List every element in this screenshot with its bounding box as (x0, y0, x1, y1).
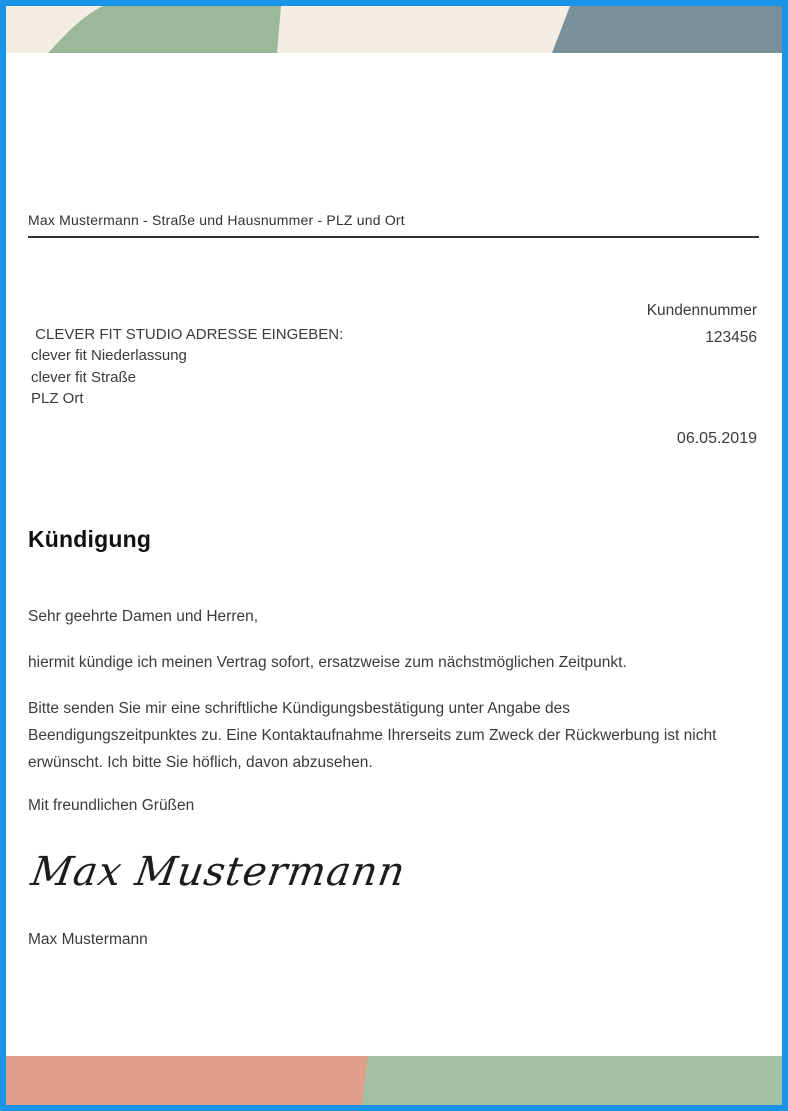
handwritten-signature: Max Mustermann (28, 849, 409, 895)
bottom-pink-shape (6, 1056, 368, 1105)
top-decoration-shapes (6, 6, 782, 53)
bottom-decoration-shapes (6, 1056, 782, 1105)
recipient-line-studio: CLEVER FIT STUDIO ADRESSE EINGEBEN: (31, 326, 344, 343)
customer-number-value: 123456 (705, 329, 757, 346)
sender-underline-rule (28, 236, 759, 238)
recipient-address-block (31, 324, 343, 410)
recipient-line-city: PLZ Ort (31, 390, 84, 408)
body-paragraph-2-line-1: Bitte senden Sie mir eine schriftliche Kündigungsbestätigung unter Angabe des (28, 700, 570, 717)
closing-phrase: Mit freundlichen Grüßen (28, 797, 195, 814)
body-paragraph-2-line-3: erwünscht. Ich bitte Sie höflich, davon abzusehen. (28, 754, 373, 771)
top-decoration-band (6, 6, 782, 53)
letter-content (6, 6, 782, 1105)
bottom-decoration-band (6, 1056, 782, 1105)
sender-address-line: Max Mustermann - Straße und Hausnummer - PLZ und Ort (28, 212, 405, 228)
body-paragraph-2-line-2: Beendigungszeitpunktes zu. Eine Kontaktaufnahme Ihrerseits zum Zweck der Rückwerbung ist nicht (28, 727, 717, 744)
letter-date: 06.05.2019 (676, 430, 757, 447)
customer-number-label: Kundennummer (646, 302, 757, 319)
subject-heading: Kündigung (28, 526, 152, 552)
top-gray-shape (552, 6, 782, 53)
salutation: Sehr geehrte Damen und Herren, (28, 608, 259, 625)
recipient-line-street: clever fit Straße (31, 368, 137, 386)
signer-typed-name: Max Mustermann (28, 931, 148, 948)
body-paragraph-1: hiermit kündige ich meinen Vertrag sofort, ersatzweise zum nächstmöglichen Zeitpunkt. (28, 654, 627, 671)
body-paragraph-2 (28, 695, 760, 776)
recipient-line-branch: clever fit Niederlassung (31, 347, 187, 365)
bottom-green-shape (346, 1056, 782, 1105)
